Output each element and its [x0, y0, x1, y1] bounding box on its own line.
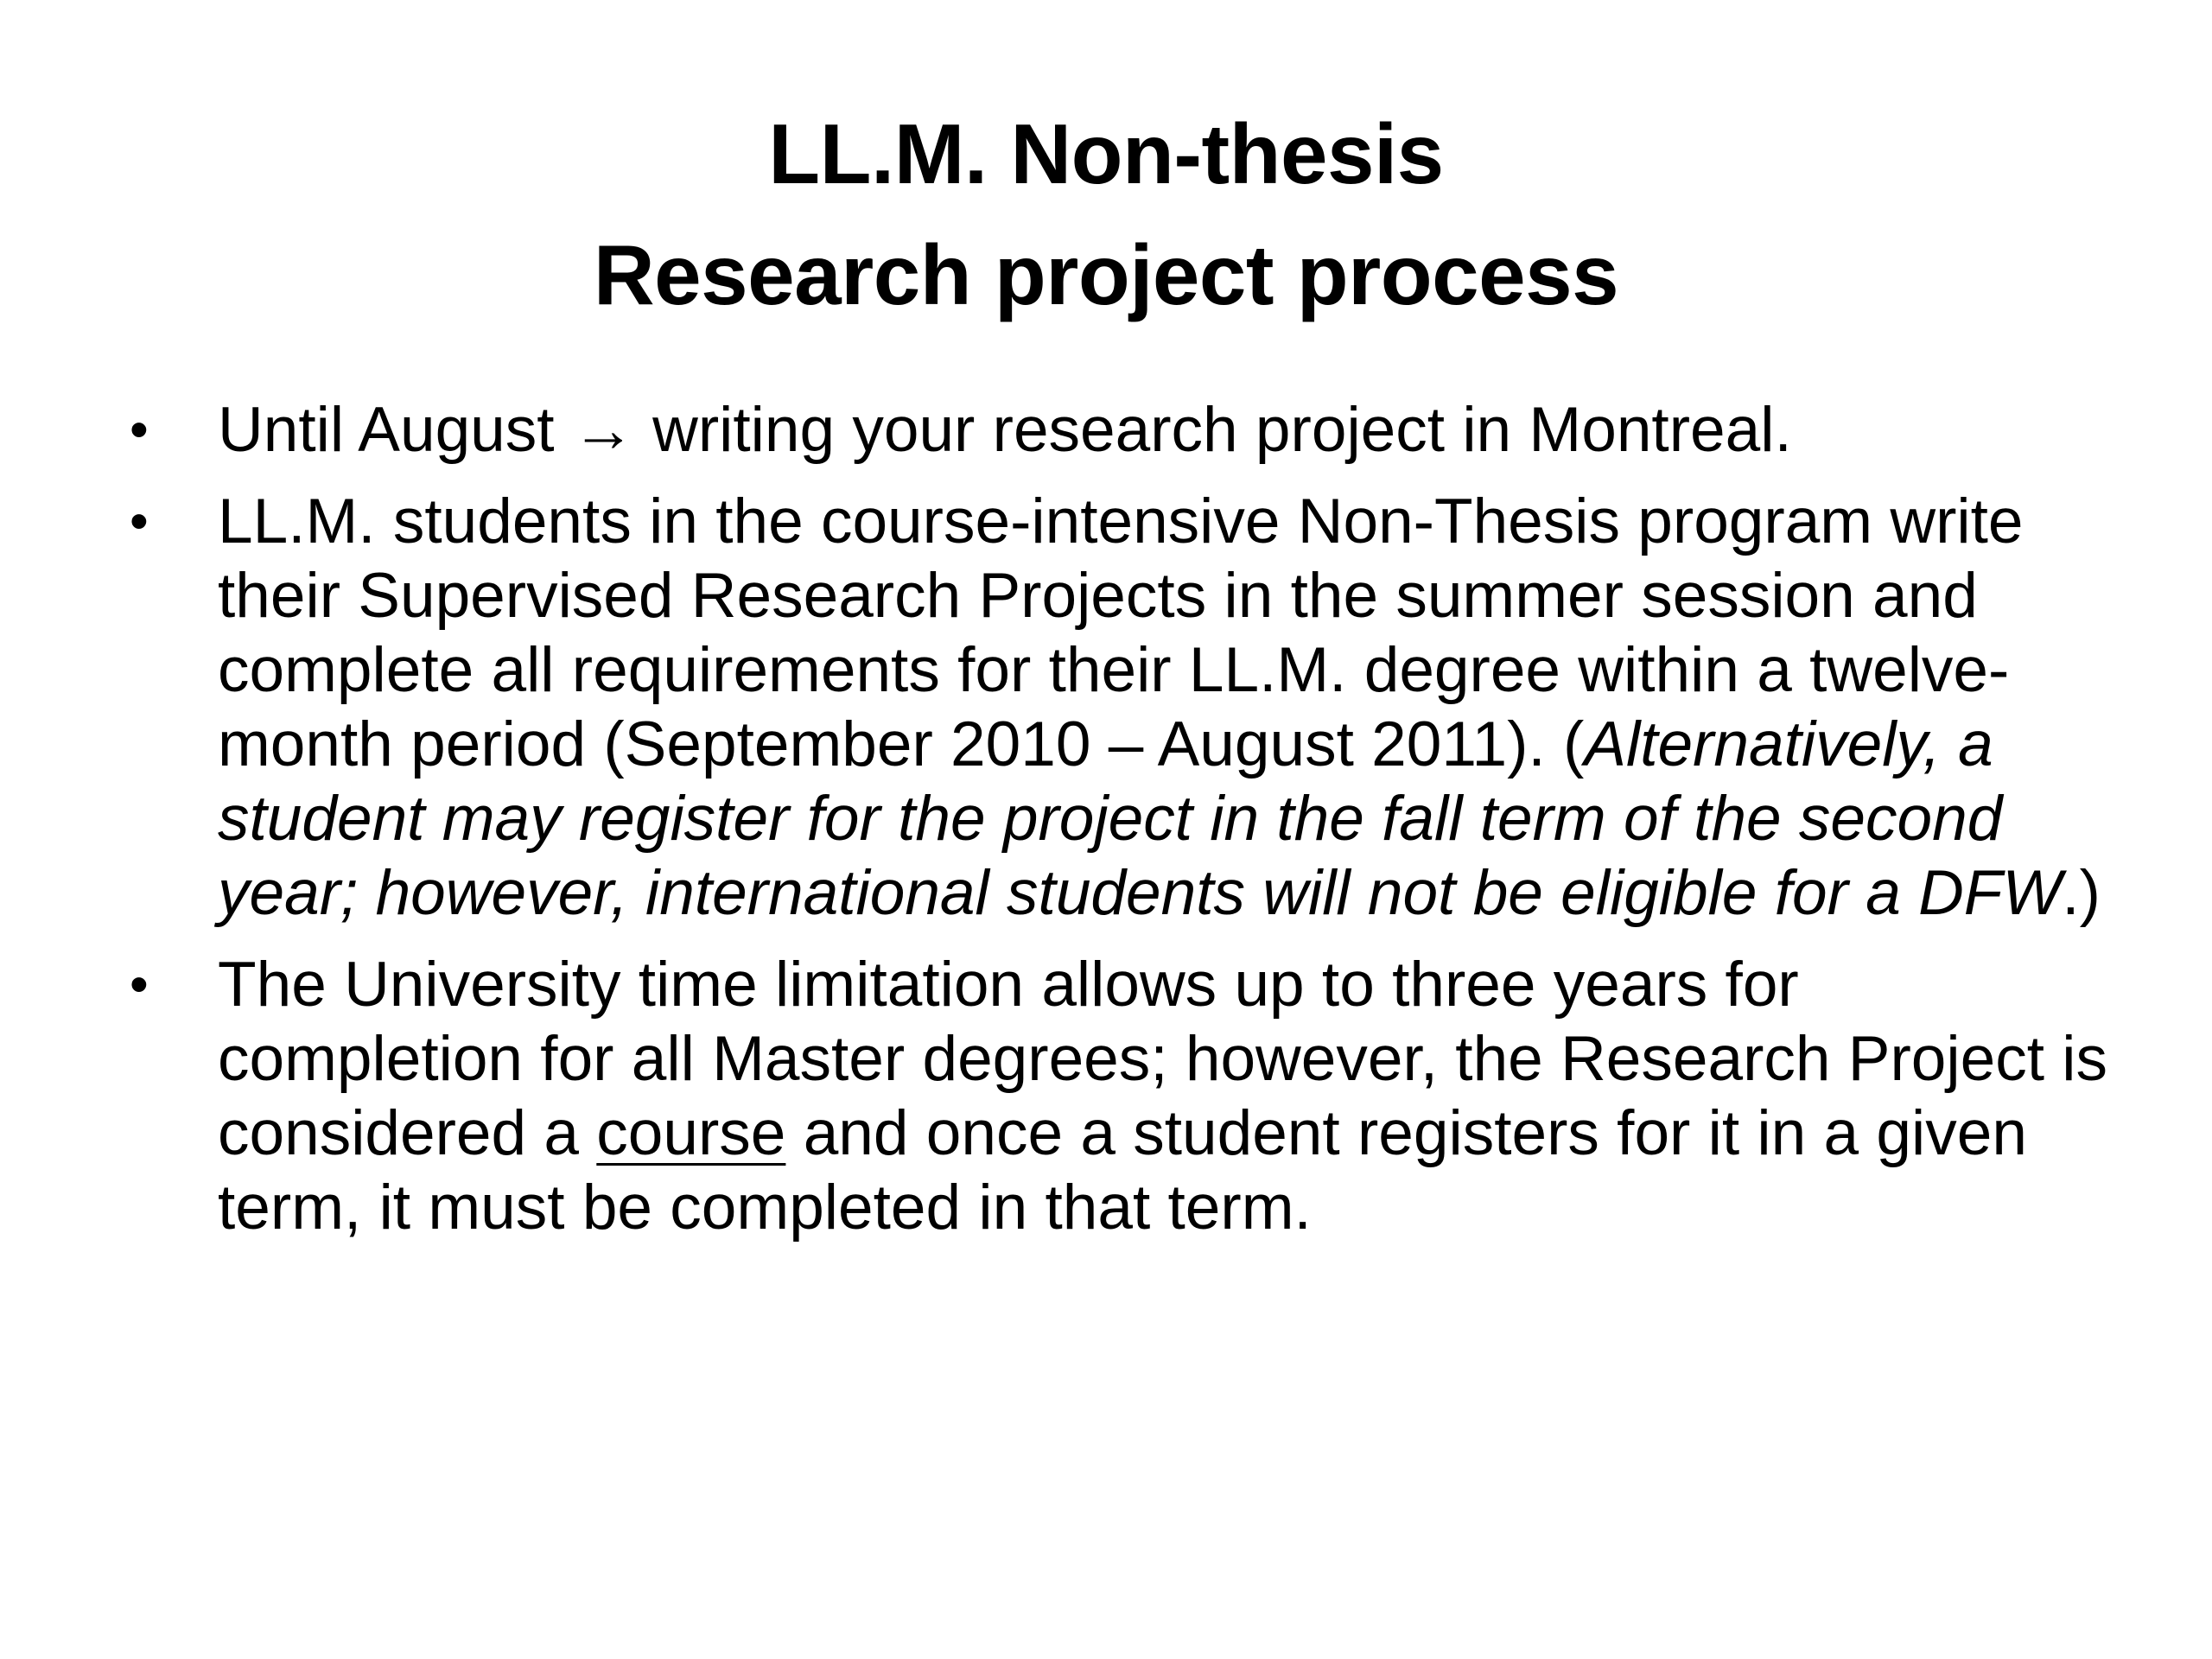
bullet-3-text-after: and once a student registers for it in a given term, it must be completed in that term. — [218, 1098, 2027, 1243]
bullet-icon: • — [130, 955, 149, 1014]
bullet-2-text-after: .) — [2062, 858, 2101, 928]
bullet-icon: • — [130, 492, 149, 551]
bullet-text-1: Until August → writing your research project in Montreal. — [218, 395, 1792, 465]
bullet-text-3 — [218, 950, 2107, 1243]
title-line-1: LL.M. Non-thesis — [768, 106, 1444, 201]
bullet-2-italic-note: Alternatively, a student may register for the project in the fall term of the second year; however, international students will not be eligible for a DFW — [218, 709, 2063, 928]
title-line-2: Research project process — [593, 227, 1619, 322]
bullet-3-text-before: The University time limitation allows up to three years for completion for all Master degrees; however, the Research Project is considered a — [218, 950, 2107, 1168]
bullet-item-3 — [130, 948, 2117, 1245]
bullet-2-text-before: LL.M. students in the course-intensive Non-Thesis program write their Supervised Research Projects in the summer session and complete all requirements for their LL.M. degree within a twelve-month period (September 2010 – August 2011). ( — [218, 486, 2024, 779]
bullet-item-1 — [130, 393, 2117, 467]
bullet-icon: • — [130, 400, 149, 460]
slide-title — [0, 93, 2212, 335]
bullet-item-2 — [130, 485, 2117, 931]
bullet-3-underlined-word: course — [596, 1098, 786, 1168]
bullet-text-2 — [218, 486, 2101, 928]
bullet-list — [130, 393, 2117, 1262]
